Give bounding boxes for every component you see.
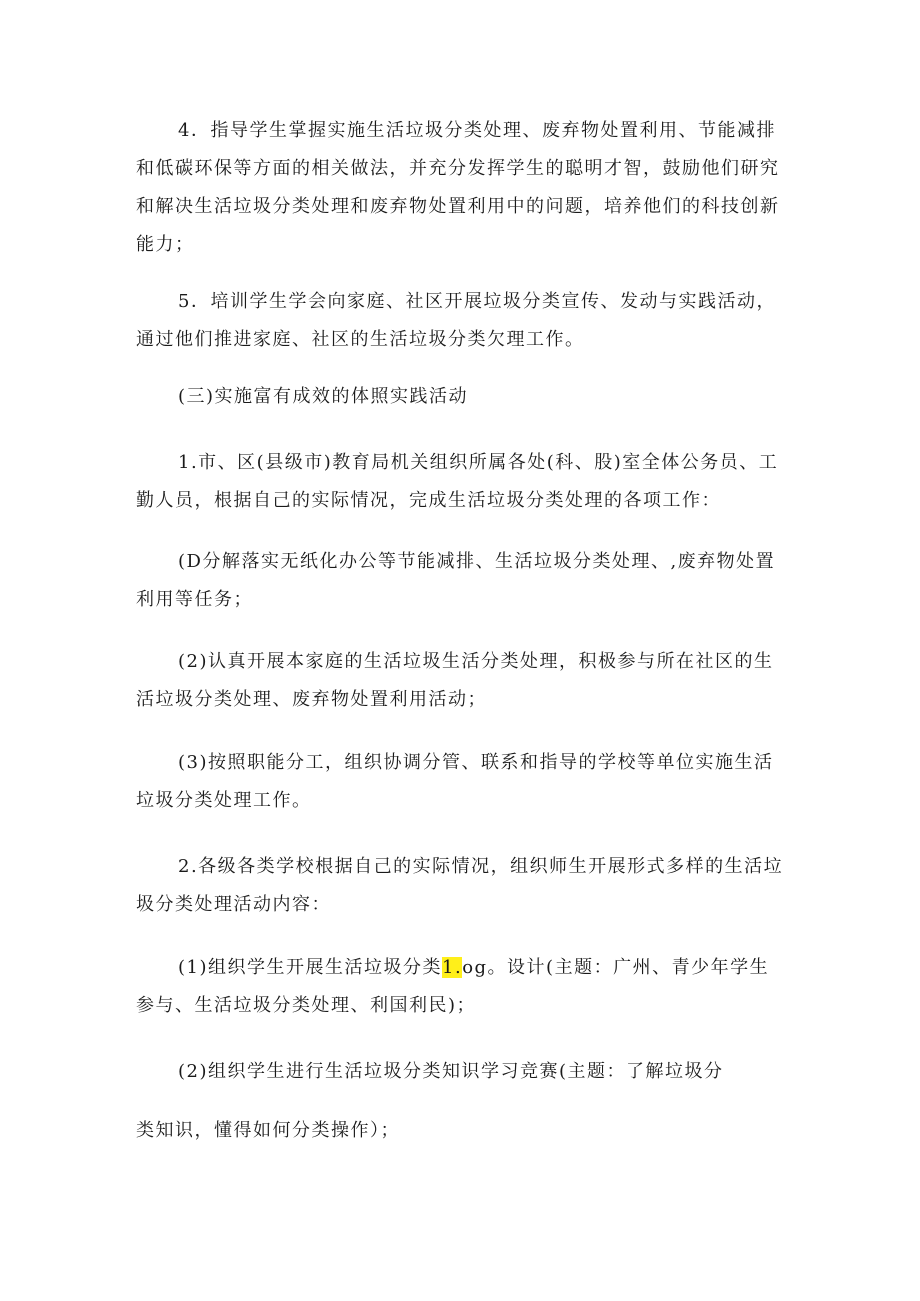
paragraph-sub-d: (D分解落实无纸化办公等节能减排、生活垃圾分类处理、,废弃物处置利用等任务； xyxy=(136,551,776,610)
paragraph-sub-2-quiz: (2)组织学生进行生活垃圾分类知识学习竞赛(主题：了解垃圾分 xyxy=(178,1061,724,1082)
paragraph-item-4: 4．指导学生掌握实施生活垃圾分类处理、废弃物处置利用、节能减排和低碳环保等方面的相关做法，并充分发挥学生的聪明才智，鼓励他们研究和解决生活垃圾分类处理和废弃物处置利用中的问题，培养他们的科技创新能力； xyxy=(136,120,780,255)
paragraph-item-1: 1.市、区(县级市)教育局机关组织所属各处(科、股)室全体公务员、工勤人员，根据自己的实际情况，完成生活垃圾分类处理的各项工作： xyxy=(136,452,779,511)
paragraph-sub-2-quiz-continued: 类知识，懂得如何分类操作）； xyxy=(136,1120,400,1141)
paragraph-sub-2: (2)认真开展本家庭的生活垃圾生活分类处理，积极参与所在社区的生活垃圾分类处理、废弃物处置利用活动； xyxy=(136,651,774,710)
section-heading-3: (三)实施富有成效的体照实践活动 xyxy=(178,386,469,407)
paragraph-item-2: 2.各级各类学校根据自己的实际情况，组织师生开展形式多样的生活垃圾分类处理活动内容： xyxy=(136,856,784,915)
paragraph-sub-1-design xyxy=(136,949,788,1025)
paragraph-item-5: 5．培训学生学会向家庭、社区开展垃圾分类宣传、发动与实践活动，通过他们推进家庭、社区的生活垃圾分类欠理工作。 xyxy=(136,291,776,350)
paragraph-text-after: og。设计(主题：广州、青少年学生参与、生活垃圾分类处理、利国利民)； xyxy=(136,957,770,1016)
paragraph-text-before: (1)组织学生开展生活垃圾分类 xyxy=(178,957,442,978)
paragraph-sub-3: (3)按照职能分工，组织协调分管、联系和指导的学校等单位实施生活垃圾分类处理工作。 xyxy=(136,752,774,811)
highlighted-text: 1. xyxy=(442,957,463,978)
